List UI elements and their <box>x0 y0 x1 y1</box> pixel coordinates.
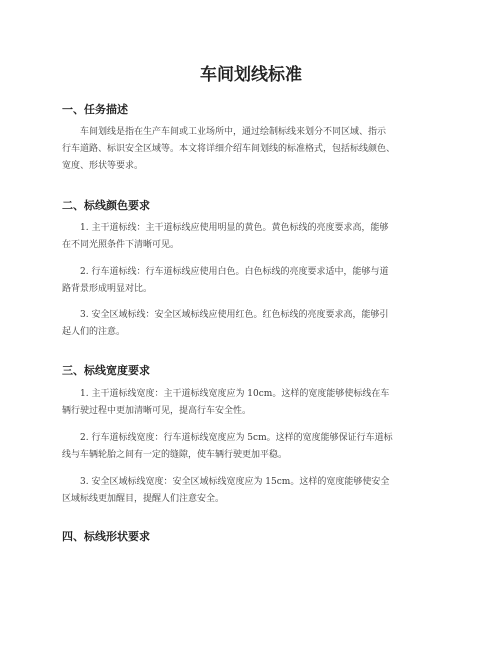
page-title: 车间划线标准 <box>200 65 302 85</box>
section-heading-task: 一、任务描述 <box>62 103 128 116</box>
paragraph-color-main <box>62 220 444 254</box>
text-line: 在不同光照条件下清晰可见。 <box>62 240 180 250</box>
text-line: 1. 主干道标线宽度：主干道标线宽度应为 10cm。这样的宽度能够使标线在车 <box>80 389 390 399</box>
section-heading-shape: 四、标线形状要求 <box>62 530 150 543</box>
text-line: 辆行驶过程中更加清晰可见，提高行车安全性。 <box>62 406 252 416</box>
text-line: 2. 行车道标线：行车道标线应使用白色。白色标线的亮度要求适中，能够与道 <box>80 267 389 277</box>
paragraph-width-safety <box>62 474 444 508</box>
text-line: 宽度、形状等要求。 <box>62 161 144 171</box>
paragraph-color-lane <box>62 264 444 298</box>
paragraph-width-main <box>62 386 444 420</box>
text-line: 2. 行车道标线宽度：行车道标线宽度应为 5cm。这样的宽度能够保证行车道标 <box>80 433 393 443</box>
text-line: 线与车辆轮胎之间有一定的缝隙，使车辆行驶更加平稳。 <box>62 450 288 460</box>
text-line: 路背景形成明显对比。 <box>62 284 153 294</box>
text-line: 行车道路、标识安全区域等。本文将详细介绍车间划线的标准格式，包括标线颜色、 <box>62 144 396 154</box>
text-line: 3. 安全区域标线宽度：安全区域标线宽度应为 15cm。这样的宽度能够使安全 <box>80 477 390 487</box>
text-line: 区域标线更加醒目，提醒人们注意安全。 <box>62 494 225 504</box>
paragraph-width-lane <box>62 430 444 464</box>
text-line: 3. 安全区域标线：安全区域标线应使用红色。红色标线的亮度要求高，能够引 <box>80 310 389 320</box>
text-line: 车间划线是指在生产车间或工业场所中，通过绘制标线来划分不同区域、指示 <box>80 127 387 137</box>
section-heading-width: 三、标线宽度要求 <box>62 364 150 377</box>
text-line: 起人们的注意。 <box>62 327 126 337</box>
paragraph-color-safety <box>62 307 444 341</box>
section-heading-color: 二、标线颜色要求 <box>62 199 150 212</box>
paragraph-task-description <box>62 124 444 175</box>
text-line: 1. 主干道标线：主干道标线应使用明显的黄色。黄色标线的亮度要求高，能够 <box>80 223 389 233</box>
